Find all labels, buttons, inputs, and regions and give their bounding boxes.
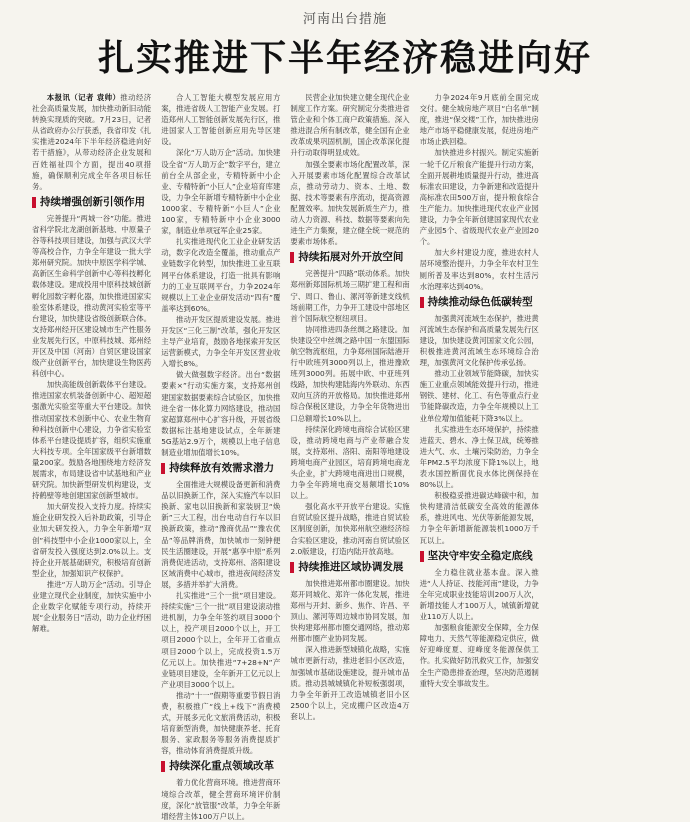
byline: 本报讯（记者 袁帅） xyxy=(46,93,121,102)
subheading-text: 持续拓展对外开放空间 xyxy=(298,251,404,264)
paragraph: 加快高能级创新载体平台建设。推进国家农机装备创新中心、超短超强激光实验室等重大平台建设。加快推动国家技术创新中心、农业生物育种科技创新中心建设，力争省实验室体系平台建设提质扩容，组织实施重大科技专项。全年国家级平台新增数量200家。鼓励各地围绕地方经济发展需求，布局建设省中试基地和产业研究院。加快新型研发机构建设，支持鹤壁等地创建国家创新型城市。 xyxy=(32,380,152,501)
paragraph: 做大做强数字经济。出台“数据要素×”行动实施方案，支持郑州创建国家数据要素综合试验区，加快推进全省一体化算力网络建设，推动国家超算郑州中心扩容升级，开展省级数据标注基地建设试点，全年新建5G基站2.9万个，规模以上电子信息制造业增加值增长10%。 xyxy=(161,370,281,457)
column-4 xyxy=(420,92,539,822)
paragraph: 完善提升“四路”联动体系。加快郑州新郑国际机场三期扩建工程和南宁、周口、鲁山、漯河等新建支线机场前期工作，力争开工建设中部地区首个国际航空枢纽项目。 xyxy=(290,269,410,323)
paragraph: 推进“万人助万企”活动。引导企业建立现代企业制度，加快实施中小企业数字化赋能专项行动，持续开展“企业服务日”活动，助力企业纾困解难。 xyxy=(32,579,152,634)
subheading xyxy=(290,250,409,265)
paragraph: 扎实推进现代化工业企业研发活动，数字化改造全覆盖，推动重点产业链数字化转型，加快推进工业互联网平台体系建设，打造一批具有影响力的工业互联网平台，力争2024年规模以上工业企业研发活动“四有”覆盖率达到60%。 xyxy=(161,237,281,313)
paragraph: 合人工智能大模型发展应用方案，推进省级人工智能产业发展。打造郑州人工智能创新发展先行区，推进国家人工智能创新应用先导区建设。 xyxy=(161,93,281,147)
subheading-text: 坚决守牢安全稳定底线 xyxy=(427,549,533,562)
paragraph: 扎实推进生态环境保护，持续推进蓝天、碧水、净土保卫战，统筹推进大气、水、土壤污染防治，力争全年PM2.5平均浓度下降1%以上，地表水国控断面优良水体比例保持在80%以上。 xyxy=(419,424,539,490)
subheading-bar-icon xyxy=(32,197,36,208)
headline: 扎实推进下半年经济稳进向好 xyxy=(97,38,592,79)
paragraph: 加快推进乡村振兴。制定实施新一轮千亿斤粮食产能提升行动方案，全面开展耕地质量提升行动，推进高标准农田建设，力争新建和改造提升高标准农田500万亩，提升粮食综合生产能力。加快推进现代农业产业园建设，力争全年新创建国家现代农业产业园5个、省级现代农业产业园20个。 xyxy=(419,148,539,247)
paragraph: 推动工业领域节能降碳，加快实施工业重点领域能效提升行动，推进钢铁、建材、化工、有色等重点行业节能降碳改造，力争全年规模以上工业单位增加值能耗下降3%以上。 xyxy=(419,369,539,423)
paragraph: 深入推进新型城镇化战略，实施城市更新行动，推进老旧小区改造，加强城市基础设施建设，提升城市品质。推动县城城镇化补短板强弱项，力争全年新开工改造城镇老旧小区2500个以上，完成棚户区改造4万套以上。 xyxy=(290,645,410,721)
subheading-bar-icon xyxy=(290,252,294,263)
paragraph: 积极稳妥推进碳达峰碳中和，加快构建清洁低碳安全高效的能源体系，推进风电、光伏等新能源发展，力争全年新增新能源装机1000万千瓦以上。 xyxy=(419,491,539,545)
paragraph: 加强粮食能源安全保障，全力保障电力、天然气等能源稳定供应，做好迎峰度夏、迎峰度冬能源保供工作。扎实做好防汛救灾工作，加强安全生产隐患排查治理，坚决防范遏制重特大安全事故发生。 xyxy=(419,623,539,688)
paragraph: 力争2024年9月底前全面完成交付。健全城房地产项目“白名单”制度，推进“保交楼”工作，加快推进房地产市场平稳健康发展，促进房地产市场止跌回稳。 xyxy=(419,93,539,147)
paragraph: 完善提升“两城一谷”功能。推进省科学院北龙湖创新基地、中原量子谷等科技项目建设，加强与武汉大学等高校合作，力争全年建设一批大学郑州研究院。加快中原医学科学城、高新区生命科学创新中心等科技孵化载体建设。建成投用中原科技城创新孵化园数字孵化器，加快推进国家实验室体系建设，推动黄河实验室等平台建设，加快建设省级创新联合体。支持郑州经开区建设城市生产性服务业发展先行区，中原科技城、郑州经开区及中国（河南）自贸区建设国家级产业创新平台，加快建设生物医药科创中心。 xyxy=(32,213,152,379)
paragraph: 扎实推进“三个一批”项目建设。持续实施“三个一批”项目建设滚动推进机制，力争全年签约项目3000个以上，投产项目2000个以上，开工项目2000个以上，全年开工省重点项目2000个以上，完成投资1.5万亿元以上。加快推进“7+28+N”产业链项目建设，全年新开工亿元以上产业项目3000个以上。 xyxy=(161,591,281,689)
subheading xyxy=(290,560,409,575)
subheading-text: 持续推进区域协调发展 xyxy=(298,560,404,573)
paragraph: 加大乡村建设力度，推进农村人居环境整治提升，力争全年农村卫生厕所普及率达到80%，农村生活污水治理率达到40%。 xyxy=(419,248,539,291)
subheading xyxy=(420,549,539,564)
lead-text: 推动经济社会高质量发展，加快推动新旧动能转换实现质的突破。7月23日，记者从省政府办公厅获悉，我省印发《扎实推进2024年下半年经济稳进向好若干措施》，从带动经济企业发展和百姓福祉四个方面，提出40项措施，确保顺利完成全年各项目标任务。 xyxy=(32,93,152,191)
subheading-text: 持续增强创新引领作用 xyxy=(40,195,145,208)
subheading-bar-icon xyxy=(290,562,294,573)
subheading-bar-icon xyxy=(420,297,424,308)
paragraph: 民营企业加快建立健全现代企业制度工作方案。研究制定分类推进省管企业和个体工商户政策措施。深入推进混合所有制改革，健全国有企业改革成果巩固机制，国企改革深化提升行动取得明显成效。 xyxy=(290,93,410,158)
subheading-bar-icon xyxy=(161,761,165,772)
subheading-bar-icon xyxy=(161,463,165,474)
paragraph: 深化“万人助万企”活动。加快建设全省“万人助万企”数字平台，建立前台全从部企业，专精特新中小企业、专精特新“小巨人”企业培育库建设，力争全年新增专精特新中小企业1000家、专精特新“小巨人”企业100家，专精特新中小企业3000家，制造业单项冠军企业25家。 xyxy=(161,148,281,236)
column-1 xyxy=(32,92,151,822)
subheading-text: 持续释放有效需求潜力 xyxy=(169,462,275,475)
paragraph: 着力优化营商环境。推进营商环境综合改革，健全营商环境评价制度，深化“放管服”改革，力争全年新增经营主体100万户以上。 xyxy=(161,778,281,821)
paragraph: 加大研发投入支持力度。持续实施企业研发投入后补助政策，引导企业加大研发投入，力争全年新增“双创”科技型中小企业1000家以上，全省研发投入强度达到2.0%以上。支持企业开展基础研究，积极培育创新型企业，加强知识产权保护。 xyxy=(32,502,152,578)
paragraph: 加强黄河流域生态保护，推进黄河流域生态保护和高质量发展先行区建设，加快建设黄河国家文化公园，积极推进黄河流域生态环境综合治理，加强黄河文化保护传承弘扬。 xyxy=(419,313,539,368)
paragraph: 推动开发区提质建设发展。推进开发区“三化三制”改革，强化开发区主导产业培育，鼓励各地探索开发区运营新模式，力争全年开发区营业收入增长8%。 xyxy=(161,314,281,369)
subheading xyxy=(161,461,280,476)
paragraph: 强化高水平开放平台建设。实施自贸试验区提升战略，推进自贸试验区制度创新，加快郑州航空港经济综合实验区建设，推动河南自贸试验区2.0版建设，打造内陆开放高地。 xyxy=(290,502,410,556)
paragraph: 全面推进大规模设备更新和消费品以旧换新工作，深入实施汽车以旧换新、家电以旧换新和家装厨卫“焕新”三大工程，出台电动自行车以旧换新政策，推动“豫商优品”“豫农优品”等品牌消费，加快城市一刻钟便民生活圈建设，开展“惠享中原”系列消费促进活动，支持郑州、洛阳建设区域消费中心城市，推进夜间经济发展，多措并举扩大消费。 xyxy=(161,480,281,589)
column-3 xyxy=(290,92,409,822)
article-body xyxy=(32,92,668,821)
paragraph: 协同推进四条丝绸之路建设。加快建设空中丝绸之路中国一东盟国际航空物流枢纽，力争郑州国际陆港开行中欧班列3000列以上，推进豫欧班列3000列。拓展中欧、中亚班列线路，加快构建陆海内外联动、东西双向互济的开放格局。加快推进郑州综合保税区建设，力争全年货物进出口总额增长10%以上。 xyxy=(290,324,410,423)
paragraph: 推动“十一”假期等重要节假日消费，积极推广“线上+线下”消费模式，开展多元化文旅消费活动，积极培育新型消费，加快健康养老、托育服务、家政服务等服务消费提质扩容，推动体育消费提质升级。 xyxy=(161,690,281,756)
subheading xyxy=(420,295,539,310)
subheading-bar-icon xyxy=(420,551,424,562)
section-tag: 河南出台措施 xyxy=(302,12,387,27)
subheading xyxy=(161,759,280,774)
subheading-text: 持续推动绿色低碳转型 xyxy=(427,295,533,308)
column-2 xyxy=(161,92,280,822)
paragraph: 全力稳住就业基本盘。深入推进“人人持证、技能河南”建设，力争全年完成职业技能培训200万人次，新增技能人才100万人，城镇新增就业110万人以上。 xyxy=(419,567,539,622)
paragraph: 持续深化跨境电商综合试验区建设，推动跨境电商与产业带融合发展，支持郑州、洛阳、南阳等地建设跨境电商产业园区，培育跨境电商龙头企业，扩大跨境电商进出口规模，力争全年跨境电商交易额增长10%以上。 xyxy=(290,424,410,501)
paragraph xyxy=(32,92,151,192)
subheading xyxy=(32,195,151,210)
paragraph: 加快推进郑州都市圈建设。加快郑开同城化、郑许一体化发展，推进郑州与开封、新乡、焦作、许昌、平顶山、漯河等周边城市协同发展，加快构建郑州都市圈交通网络，推动郑州都市圈产业协同发展。 xyxy=(290,578,410,644)
subheading-text: 持续深化重点领域改革 xyxy=(169,760,275,773)
paragraph: 加强全要素市场化配置改革，深入开展要素市场化配置综合改革试点，推动劳动力、资本、土地、数据、技术等要素有序流动，提高资源配置效率。加快发展新质生产力，推动人力资源、科技、数据等要素向先进生产力集聚，建立健全统一规范的要素市场体系。 xyxy=(290,159,410,247)
